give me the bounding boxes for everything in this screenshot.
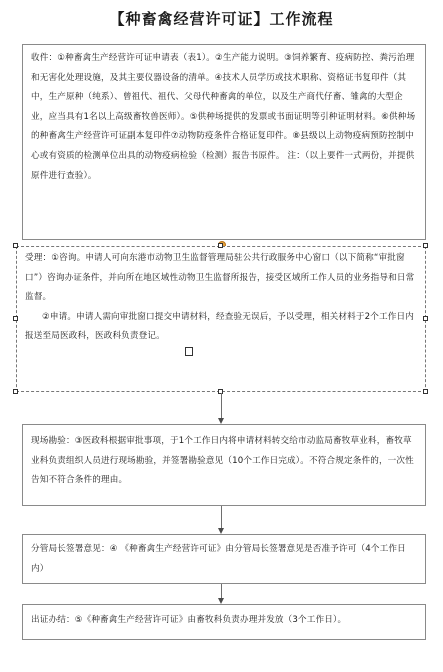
resize-handle-icon[interactable]	[423, 316, 428, 321]
connector-line	[221, 584, 222, 598]
step-box-application[interactable]	[22, 44, 426, 240]
step-text-site-inspection: 现场勘验：③医政科根据审批事项，于1个工作日内将申请材料转交给市动监局畜牧草业科，畜牧草业科负责组织人员进行现场勘验，并签署勘验意见（10个工作日完成）。不符合规定条件的，一次性告知不符合条件的理由。	[31, 436, 414, 486]
text-cursor-icon	[185, 347, 193, 356]
step-text-acceptance-apply: ②申请。申请人需向审批窗口提交申请材料，经查验无误后，予以受理，相关材料于2个工作日内报送至局医政科，医政科负责登记。	[25, 311, 414, 342]
connector-line	[221, 506, 222, 528]
step-text-director-approval: 分管局长签署意见：④ 《种畜禽生产经营许可证》由分管局长签署意见是否准予许可（4个工作日内）	[31, 544, 406, 574]
step-text-certificate-issue: 出证办结：⑤《种畜禽生产经营许可证》由畜牧科负责办理并发放（3个工作日）。	[31, 615, 347, 625]
step-box-acceptance[interactable]	[16, 246, 426, 392]
page-title: 【种畜禽经营许可证】工作流程	[109, 10, 334, 28]
resize-handle-icon[interactable]	[13, 243, 18, 248]
resize-handle-icon[interactable]	[423, 243, 428, 248]
resize-handle-icon[interactable]	[13, 316, 18, 321]
step-box-certificate-issue[interactable]	[22, 604, 426, 640]
step-text-acceptance-consult: 受理：①咨询。申请人可向东港市动物卫生监督管理局驻公共行政服务中心窗口（以下简称“审批窗口”）咨询办证条件，并向所在地区域性动物卫生监督所报告，接受区域所工作人员的业务指导和日常监督。	[25, 253, 415, 303]
step-text-application: 收件：①种畜禽生产经营许可证申请表（表1）。②生产能力说明。③饲养繁育、疫病防控、粪污治理和无害化处理设施，及其主要仪器设备的清单。④技术人员学历或技术职称、资格证书复印件（其中，生产原种（纯系）、曾祖代、祖代、父母代种畜禽的单位，以及生产商代仔畜、雏禽的大型企业，应当具有1名以上高级畜牧兽医师）。⑤供种场提供的发票或书面证明等引种证明材料。⑥供种场的种畜禽生产经营许可证副本复印件⑦动物防疫条件合格证复印件。⑧县级以上动物疫病预防控制中心或有资质的检测单位出具的动物疫病检验（检测）报告书原件。 注：（以上要件一式两份，并提供原件进行查验）。	[31, 53, 416, 181]
resize-handle-icon[interactable]	[13, 389, 18, 394]
step-box-director-approval[interactable]	[22, 534, 426, 584]
resize-handle-icon[interactable]	[423, 389, 428, 394]
step-box-site-inspection[interactable]	[22, 424, 426, 506]
resize-handle-icon[interactable]	[218, 243, 223, 248]
connector-line	[221, 393, 222, 418]
